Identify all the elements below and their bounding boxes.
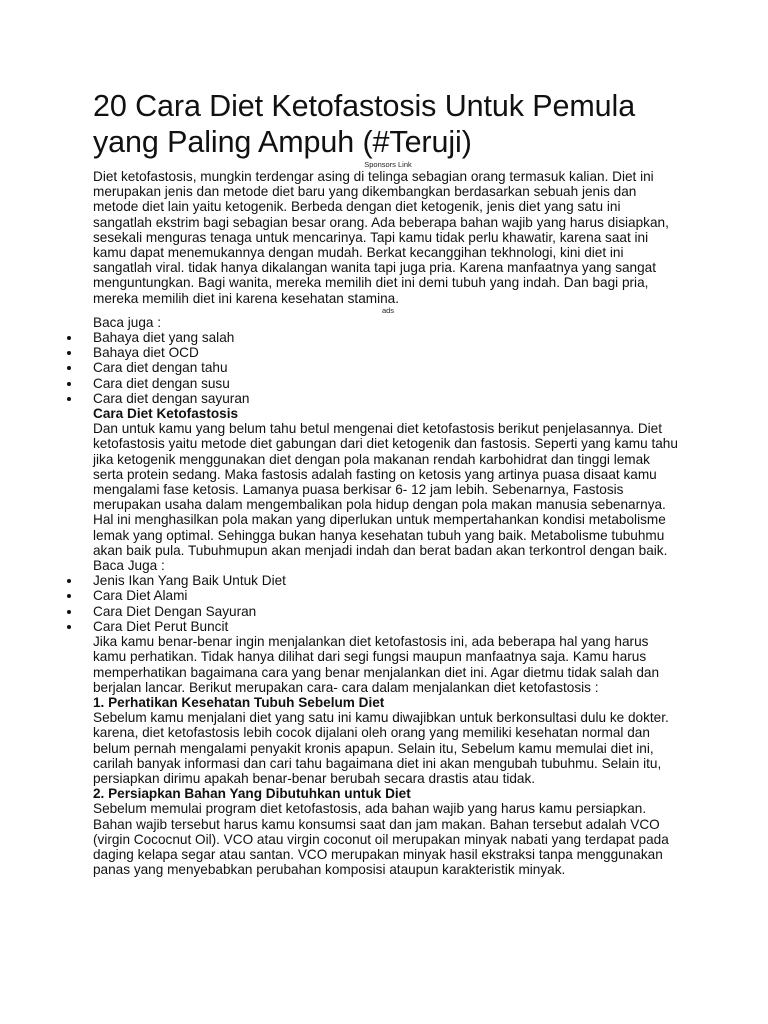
read-also-link[interactable]: Cara diet dengan tahu [93,360,683,375]
read-also-link[interactable]: Cara Diet Alami [93,588,683,603]
read-also-link[interactable]: Cara diet dengan susu [93,376,683,391]
page-title: 20 Cara Diet Ketofastosis Untuk Pemula yang Paling Ampuh (#Teruji) [93,89,636,159]
read-also-link[interactable]: Jenis Ikan Yang Baik Untuk Diet [93,573,683,588]
read-also-link[interactable]: Cara diet dengan sayuran [93,391,683,406]
read-also-link[interactable]: Bahaya diet OCD [93,345,683,360]
read-also-label-2: Baca Juga : [93,558,165,574]
section-paragraph: Dan untuk kamu yang belum tahu betul mengenai diet ketofastosis berikut penjelasannya. Diet ketofastosis yaitu metode diet gabungan dari diet ketogenik dan fastosis. Seperti yang kamu tahu jika ketogenik menggunakan diet dengan pola makanan rendah karbohidrat dan tinggi lemak serta protein sedang. Maka fastosis adalah fasting on ketosis yang artinya puasa disaat kamu mengalami fase ketosis. Lamanya puasa berkisar 6- 12 jam lebih. Sebenarnya, Fastosis merupakan usaha dalam mengembalikan pola hidup dengan pola makan manusia sebenarnya. Hal ini menghasilkan pola makan yang diperlukan untuk mempertahankan kondisi metabolisme lemak yang optimal. Sehingga bukan hanya kesehatan tubuh yang baik. Metabolisme tubuhmu akan baik pula. Tubuhmupun akan menjadi indah dan berat badan akan terkontrol dengan baik. [93,421,678,558]
read-also-list-2 [93,573,683,634]
step-1-heading: 1. Perhatikan Kesehatan Tubuh Sebelum Diet [93,694,385,710]
intro-paragraph: Diet ketofastosis, mungkin terdengar asing di telinga sebagian orang termasuk kalian. Diet ini merupakan jenis dan metode diet baru yang dikembangkan berdasarkan sebuah jenis dan metode diet lain yaitu ketogenik. Berbeda dengan diet ketogenik, jenis diet yang satu ini sangatlah ekstrim bagi sebagian besar orang. Ada beberapa bahan wajib yang harus disiapkan, sesekali menguras tenaga untuk mencarinya. Tapi kamu tidak perlu khawatir, karena saat ini kamu dapat menemukannya dengan mudah. Berkat kecanggihan tekhnologi, kini diet ini sangatlah viral. tidak hanya dikalangan wanita tapi juga pria. Karena manfaatnya yang sangat menguntungkan. Bagi wanita, mereka memilih diet ini demi tubuh yang indah. Dan bagi pria, mereka memilih diet ini karena kesehatan stamina. [93,169,669,306]
ads-label: ads [381,305,395,315]
read-also-link[interactable]: Bahaya diet yang salah [93,330,683,345]
ways-intro-paragraph: Jika kamu benar-benar ingin menjalankan diet ketofastosis ini, ada beberapa hal yang harus kamu perhatikan. Tidak hanya dilihat dari segi fungsi maupun manfaatnya saja. Kamu harus memperhatikan bagaimana cara yang benar menjalankan diet ini. Agar dietmu tidak salah dan berjalan lancar. Berikut merupakan cara- cara dalam menjalankan diet ketofastosis : [93,634,659,695]
step-2-heading: 2. Persiapkan Bahan Yang Dibutuhkan untuk Diet [93,786,411,802]
read-also-link[interactable]: Cara Diet Dengan Sayuran [93,604,683,619]
read-also-link[interactable]: Cara Diet Perut Buncit [93,619,683,634]
read-also-list [93,330,683,406]
article [93,88,683,877]
read-also-label: Baca juga : [93,314,162,330]
step-1-paragraph: Sebelum kamu menjalani diet yang satu ini kamu diwajibkan untuk berkonsultasi dulu ke dokter. karena, diet ketofastosis lebih cocok dijalani oleh orang yang memiliki kesehatan normal dan belum pernah mengalami penyakit kronis apapun. Selain itu, Sebelum kamu memulai diet ini, carilah banyak informasi dan cari tahu bagaimana diet ini akan mengubah tubuhmu. Selain itu, persiapkan dirimu apakah benar-benar berubah secara drastis atau tidak. [93,710,669,786]
sponsor-label: Sponsors Link [364,160,412,169]
step-2-paragraph: Sebelum memulai program diet ketofastosis, ada bahan wajib yang harus kamu persiapkan. Bahan wajib tersebut harus kamu konsumsi saat dan jam makan. Bahan tersebut adalah VCO (virgin Cococnut Oil). VCO atau virgin coconut oil merupakan minyak nabati yang terdapat pada daging kelapa segar atau santan. VCO merupakan minyak hasil ekstraksi tanpa menggunakan panas yang menyebabkan perubahan komposisi ataupun karakteristik minyak. [93,801,669,878]
section-heading: Cara Diet Ketofastosis [93,406,239,422]
